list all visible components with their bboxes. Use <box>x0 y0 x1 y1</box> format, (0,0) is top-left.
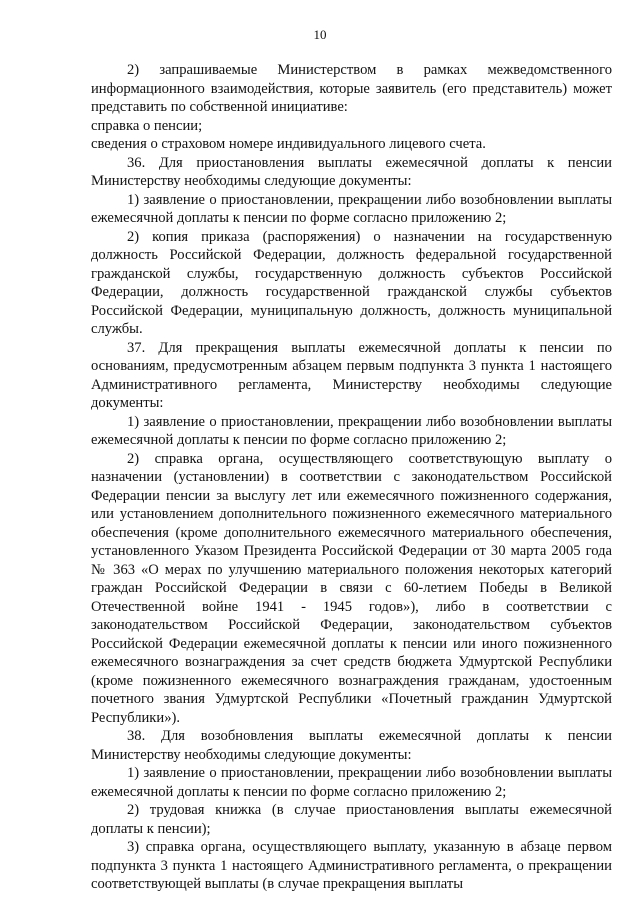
paragraph-36-item-1: 1) заявление о приостановлении, прекращении либо возобновлении выплаты ежемесячной доплаты к пенсии по форме согласно приложению 2; <box>91 191 612 226</box>
paragraph-37-item-2: 2) справка органа, осуществляющего соответствующую выплату о назначении (установлении) в соответствии с законодательством Российской Федерации пенсии за выслугу лет или ежемесячного пожизненного содержания, или установлением дополнительного пожизненного ежемесячного материального обеспечения (кроме дополнительного ежемесячного материального обеспечения, установленного Указом Президента Российской Федерации от 30 марта 2005 года № 363 «О мерах по улучшению материального положения некоторых категорий граждан Российской Федерации в связи с 60-летием Победы в Великой Отечественной войне 1941 - 1945 годов»), либо в соответствии с законодательством Российской Федерации, законодательством субъектов Российской Федерации ежемесячной доплаты к пенсии или иного пожизненного ежемесячного вознаграждения за счет средств бюджета Удмуртской Республики (кроме пожизненного ежемесячного вознаграждения гражданам, удостоенным почетного звания Удмуртской Республики «Почетный гражданин Удмуртской Республики»). <box>91 450 612 726</box>
document-body <box>91 61 612 894</box>
paragraph-36-heading: 36. Для приостановления выплаты ежемесячной доплаты к пенсии Министерству необходимы следующие документы: <box>91 154 612 189</box>
paragraph-37-item-1: 1) заявление о приостановлении, прекращении либо возобновлении выплаты ежемесячной доплаты к пенсии по форме согласно приложению 2; <box>91 413 612 448</box>
paragraph-38-item-2: 2) трудовая книжка (в случае приостановления выплаты ежемесячной доплаты к пенсии); <box>91 802 612 837</box>
paragraph-38-item-1: 1) заявление о приостановлении, прекращении либо возобновлении выплаты ежемесячной доплаты к пенсии по форме согласно приложению 2; <box>91 765 612 800</box>
paragraph-insurance-number: сведения о страховом номере индивидуального лицевого счета. <box>91 136 486 152</box>
paragraph-38-item-3: 3) справка органа, осуществляющего выплату, указанную в абзаце первом подпункта 3 пункта 1 настоящего Административного регламента, о прекращении соответствующей выплаты (в случае прекращения выплаты <box>91 839 612 892</box>
paragraph-38-heading: 38. Для возобновления выплаты ежемесячной доплаты к пенсии Министерству необходимы следующие документы: <box>91 728 612 763</box>
paragraph-36-item-2: 2) копия приказа (распоряжения) о назначении на государственную должность Российской Федерации, должность федеральной государственной гражданской службы, государственную должность субъектов Российской Федерации, должность государственной гражданской службы субъектов Российской Федерации, муниципальную должность, должность муниципальной службы. <box>91 228 612 337</box>
paragraph-pension-certificate: справка о пенсии; <box>91 117 203 134</box>
paragraph-item-2-requested: 2) запрашиваемые Министерством в рамках межведомственного информационного взаимодействия, которые заявитель (его представитель) может представить по собственной инициативе: <box>91 62 612 115</box>
page-number: 10 <box>313 27 327 42</box>
paragraph-37-heading: 37. Для прекращения выплаты ежемесячной доплаты к пенсии по основаниям, предусмотренным абзацем первым подпункта 3 пункта 1 настоящего Административного регламента, Министерству необходимы следующие документы: <box>91 339 612 411</box>
